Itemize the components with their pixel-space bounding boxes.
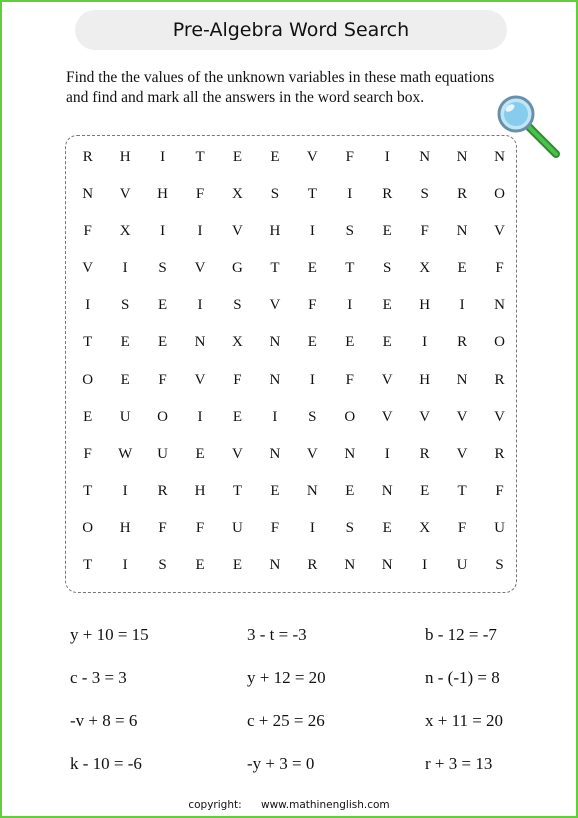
grid-letter[interactable]: I (197, 408, 203, 425)
grid-letter[interactable]: I (160, 149, 166, 165)
grid-letter[interactable]: O (344, 408, 356, 425)
grid-letter[interactable]: H (157, 186, 169, 203)
grid-letter[interactable]: U (119, 408, 131, 425)
grid-letter[interactable]: N (456, 223, 468, 240)
grid-letter[interactable]: T (345, 260, 355, 277)
instructions-line-2: and find and mark all the answers in the word search box. (66, 89, 425, 106)
grid-letter[interactable]: O (82, 519, 94, 536)
instructions-line-1: Find the the values of the unknown variables in these math equations (66, 69, 495, 86)
grid-letter[interactable]: V (269, 297, 281, 314)
grid-letter[interactable]: E (120, 371, 130, 388)
grid-letter[interactable]: S (120, 297, 130, 314)
grid-letter[interactable]: T (457, 482, 467, 499)
equation: k - 10 = -6 (70, 754, 142, 773)
grid-letter[interactable]: H (194, 482, 206, 499)
grid-letter[interactable]: I (422, 557, 428, 574)
grid-letter[interactable]: E (158, 334, 168, 351)
grid-letter[interactable]: G (232, 260, 243, 277)
grid-letter[interactable]: I (347, 297, 353, 314)
grid-letter[interactable]: V (456, 408, 468, 425)
grid-letter[interactable]: E (345, 334, 355, 351)
grid-letter[interactable]: R (382, 186, 393, 203)
grid-letter[interactable]: X (419, 519, 431, 536)
grid-letter[interactable]: E (420, 482, 430, 499)
word-search-grid[interactable] (69, 148, 518, 593)
grid-letter[interactable]: N (269, 371, 281, 388)
grid-letter[interactable]: F (495, 260, 504, 277)
grid-letter[interactable]: T (270, 260, 280, 277)
grid-letter[interactable]: N (381, 557, 393, 574)
grid-letter[interactable]: V (232, 223, 243, 240)
grid-letter[interactable]: T (83, 482, 93, 499)
grid-letter[interactable]: N (456, 371, 468, 388)
grid-letter[interactable]: R (494, 371, 505, 388)
grid-letter[interactable]: V (381, 408, 393, 425)
grid-letter[interactable]: H (119, 519, 131, 536)
grid-letter[interactable]: N (494, 149, 505, 165)
grid-letter[interactable]: V (82, 260, 94, 277)
grid-letter[interactable]: O (494, 186, 505, 203)
grid-letter[interactable]: N (269, 334, 281, 351)
grid-letter[interactable]: N (344, 557, 356, 574)
grid-letter[interactable]: F (308, 297, 317, 314)
footer (2, 799, 576, 811)
grid-letter[interactable]: S (383, 260, 392, 277)
grid-letter[interactable]: S (233, 297, 242, 314)
grid-letter[interactable]: I (122, 482, 128, 499)
grid-letter[interactable]: S (270, 186, 280, 203)
grid-letter[interactable]: E (345, 482, 355, 499)
grid-letter[interactable]: E (382, 223, 392, 240)
grid-letter[interactable]: W (118, 445, 133, 462)
grid-letter[interactable]: E (457, 260, 467, 277)
grid-letter[interactable]: S (345, 519, 354, 536)
grid-letter[interactable]: U (232, 519, 243, 536)
grid-letter[interactable]: I (122, 557, 128, 574)
grid-letter[interactable]: S (420, 186, 429, 203)
grid-letter[interactable]: S (495, 557, 504, 574)
equation: c - 3 = 3 (70, 668, 127, 687)
grid-letter[interactable]: T (232, 482, 243, 499)
grid-letter[interactable]: F (195, 519, 205, 536)
grid-letter[interactable]: X (232, 334, 243, 351)
grid-letter[interactable]: E (158, 297, 168, 314)
grid-letter[interactable]: F (270, 519, 280, 536)
grid-letter[interactable]: N (82, 186, 94, 203)
grid-letter[interactable]: V (381, 371, 393, 388)
grid-letter[interactable]: E (232, 149, 243, 165)
grid-letter[interactable]: V (194, 260, 206, 277)
grid-letter[interactable]: E (307, 334, 317, 351)
grid-letter[interactable]: I (197, 223, 203, 240)
grid-letter[interactable]: U (494, 519, 505, 536)
grid-letter[interactable]: H (419, 371, 431, 388)
grid-letter[interactable]: R (494, 445, 505, 462)
grid-letter[interactable]: I (122, 260, 128, 277)
grid-letter[interactable]: R (82, 149, 93, 165)
equation: y + 12 = 20 (247, 668, 326, 687)
grid-letter[interactable]: F (420, 223, 429, 240)
grid-letter[interactable]: N (194, 334, 206, 351)
grid-letter[interactable]: E (195, 557, 205, 574)
grid-letter[interactable]: R (419, 445, 430, 462)
grid-letter[interactable]: N (269, 445, 281, 462)
grid-letter[interactable]: V (306, 149, 318, 165)
grid-letter[interactable]: E (270, 482, 280, 499)
grid-letter[interactable]: E (270, 149, 280, 165)
grid-letter[interactable]: E (232, 557, 243, 574)
grid-letter[interactable]: E (382, 519, 392, 536)
grid-letter[interactable]: U (456, 557, 468, 574)
grid-letter[interactable]: V (419, 408, 431, 425)
equation: b - 12 = -7 (425, 625, 497, 644)
grid-letter[interactable]: F (158, 519, 167, 536)
grid-letter[interactable]: V (306, 445, 318, 462)
grid-letter[interactable]: O (494, 334, 505, 351)
grid-letter[interactable]: T (195, 149, 205, 165)
grid-letter[interactable]: I (384, 445, 390, 462)
grid-letter[interactable]: O (82, 371, 94, 388)
grid-letter[interactable]: T (83, 557, 93, 574)
grid-letter[interactable]: F (83, 223, 92, 240)
grid-letter[interactable]: R (307, 557, 318, 574)
equation: -v + 8 = 6 (70, 711, 138, 730)
equation: -y + 3 = 0 (247, 754, 315, 773)
grid-letter[interactable]: I (309, 519, 315, 536)
equation: n - (-1) = 8 (425, 668, 500, 687)
grid-letter[interactable]: R (457, 186, 468, 203)
grid-letter[interactable]: X (419, 260, 431, 277)
grid-letter[interactable]: I (309, 223, 315, 240)
grid-letter[interactable]: T (307, 186, 317, 203)
grid-letter[interactable]: E (232, 408, 243, 425)
grid-letter[interactable]: H (419, 297, 431, 314)
grid-letter[interactable]: E (382, 334, 392, 351)
grid-letter[interactable]: X (119, 223, 131, 240)
grid-letter[interactable]: U (157, 445, 169, 462)
equation: 3 - t = -3 (247, 625, 307, 644)
grid-letter[interactable]: E (307, 260, 317, 277)
grid-letter[interactable]: N (494, 297, 505, 314)
grid-letter[interactable]: E (382, 297, 392, 314)
equation: y + 10 = 15 (70, 625, 149, 644)
grid-letter[interactable]: I (85, 297, 91, 314)
grid-letter[interactable]: I (459, 297, 465, 314)
grid-letter[interactable]: H (119, 149, 131, 165)
grid-letter[interactable]: E (195, 445, 205, 462)
grid-letter[interactable]: I (347, 186, 353, 203)
grid-letter[interactable]: N (456, 149, 468, 165)
grid-letter[interactable]: I (384, 149, 390, 165)
grid-letter[interactable]: N (419, 149, 431, 165)
grid-letter[interactable]: V (494, 408, 505, 425)
grid-letter[interactable]: S (158, 557, 167, 574)
grid-letter[interactable]: F (158, 371, 167, 388)
grid-letter[interactable]: I (272, 408, 278, 425)
grid-letter[interactable]: F (457, 519, 467, 536)
copyright-label: copyright: (188, 799, 242, 811)
grid-letter[interactable]: S (308, 408, 317, 425)
grid-letter[interactable]: V (194, 371, 206, 388)
grid-letter[interactable]: O (157, 408, 169, 425)
equation: x + 11 = 20 (425, 711, 504, 730)
grid-letter[interactable]: V (119, 186, 131, 203)
grid-letter[interactable]: I (422, 334, 428, 351)
grid-letter[interactable]: S (345, 223, 354, 240)
grid-letter[interactable]: S (158, 260, 167, 277)
grid-letter[interactable]: E (120, 334, 130, 351)
grid-letter[interactable]: F (345, 371, 354, 388)
site-link[interactable]: www.mathinenglish.com (260, 799, 390, 811)
grid-letter[interactable]: E (83, 408, 93, 425)
grid-letter[interactable]: F (495, 482, 504, 499)
grid-letter[interactable]: N (269, 557, 281, 574)
grid-letter[interactable]: H (269, 223, 281, 240)
grid-letter[interactable]: I (160, 223, 166, 240)
grid-letter[interactable]: N (306, 482, 318, 499)
equation: r + 3 = 13 (425, 754, 493, 773)
grid-letter[interactable]: I (309, 371, 315, 388)
grid-letter[interactable]: R (157, 482, 168, 499)
grid-letter[interactable]: N (381, 482, 393, 499)
worksheet-title: Pre-Algebra Word Search (75, 10, 507, 50)
grid-letter[interactable]: V (456, 445, 468, 462)
grid-letter[interactable]: T (83, 334, 93, 351)
grid-letter[interactable]: F (195, 186, 205, 203)
grid-letter[interactable]: V (494, 223, 505, 240)
grid-letter[interactable]: V (232, 445, 243, 462)
grid-letter[interactable]: F (83, 445, 92, 462)
grid-letter[interactable]: R (457, 334, 468, 351)
grid-letter[interactable]: F (233, 371, 242, 388)
equation: c + 25 = 26 (247, 711, 325, 730)
grid-letter[interactable]: N (344, 445, 356, 462)
grid-letter[interactable]: I (197, 297, 203, 314)
grid-letter[interactable]: X (232, 186, 243, 203)
grid-letter[interactable]: F (345, 149, 354, 165)
instructions (66, 68, 536, 108)
